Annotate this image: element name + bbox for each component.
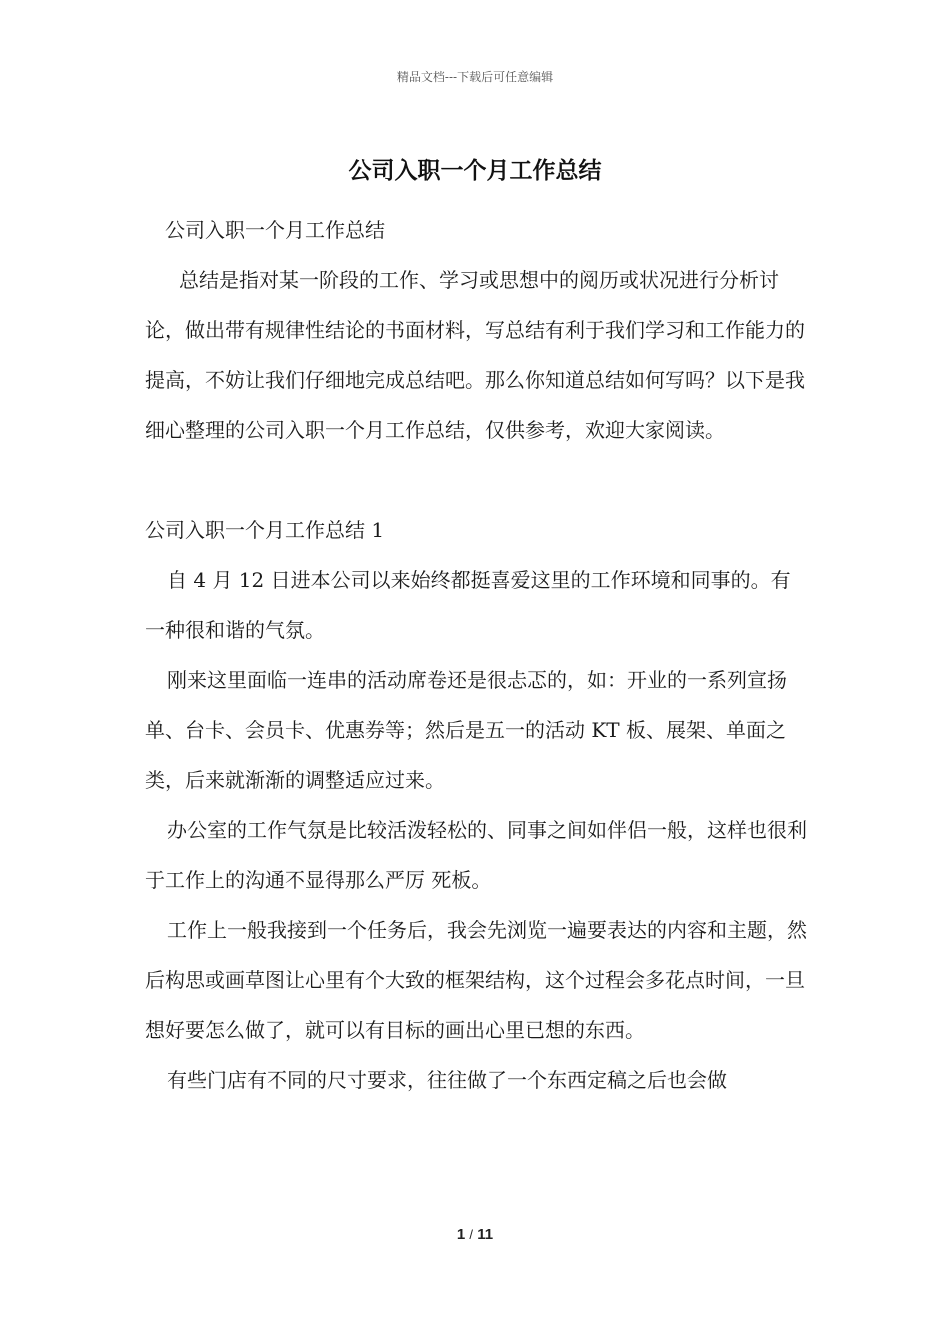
page-total: 11 xyxy=(477,1226,494,1243)
document-body xyxy=(145,205,810,1105)
intro-paragraph: 总结是指对某一阶段的工作、学习或思想中的阅历或状况进行分析讨论，做出带有规律性结论的书面材料，写总结有利于我们学习和工作能力的提高，不妨让我们仔细地完成总结吧。那么你知道总结如何写吗？以下是我细心整理的公司入职一个月工作总结，仅供参考，欢迎大家阅读。 xyxy=(145,268,805,442)
page-header: 精品文档---下载后可任意编辑 xyxy=(396,70,554,84)
section-heading: 公司入职一个月工作总结 1 xyxy=(145,518,385,542)
body-paragraph-1: 自 4 月 12 日进本公司以来始终都挺喜爱这里的工作环境和同事的。有一种很和谐的气氛。 xyxy=(145,568,791,642)
body-paragraph-4: 工作上一般我接到一个任务后，我会先浏览一遍要表达的内容和主题，然后构思或画草图让心里有个大致的框架结构，这个过程会多花点时间，一旦想好要怎么做了，就可以有目标的画出心里已想的东西。 xyxy=(145,918,807,1042)
page-number xyxy=(0,1226,950,1243)
page-separator: / xyxy=(469,1227,474,1242)
body-paragraph-3: 办公室的工作气氛是比较活泼轻松的、同事之间如伴侣一般，这样也很利于工作上的沟通不显得那么严厉 死板。 xyxy=(145,818,807,892)
document-title: 公司入职一个月工作总结 xyxy=(348,157,602,184)
paragraph-spacer xyxy=(145,455,810,505)
document-subtitle: 公司入职一个月工作总结 xyxy=(165,218,385,242)
page-current: 1 xyxy=(456,1226,466,1243)
body-paragraph-5: 有些门店有不同的尺寸要求，往往做了一个东西定稿之后也会做 xyxy=(167,1068,727,1092)
body-paragraph-2: 刚来这里面临一连串的活动席卷还是很忐忑的，如：开业的一系列宣扬单、台卡、会员卡、优惠券等；然后是五一的活动 KT 板、展架、单面之类，后来就渐渐的调整适应过来。 xyxy=(145,668,787,792)
